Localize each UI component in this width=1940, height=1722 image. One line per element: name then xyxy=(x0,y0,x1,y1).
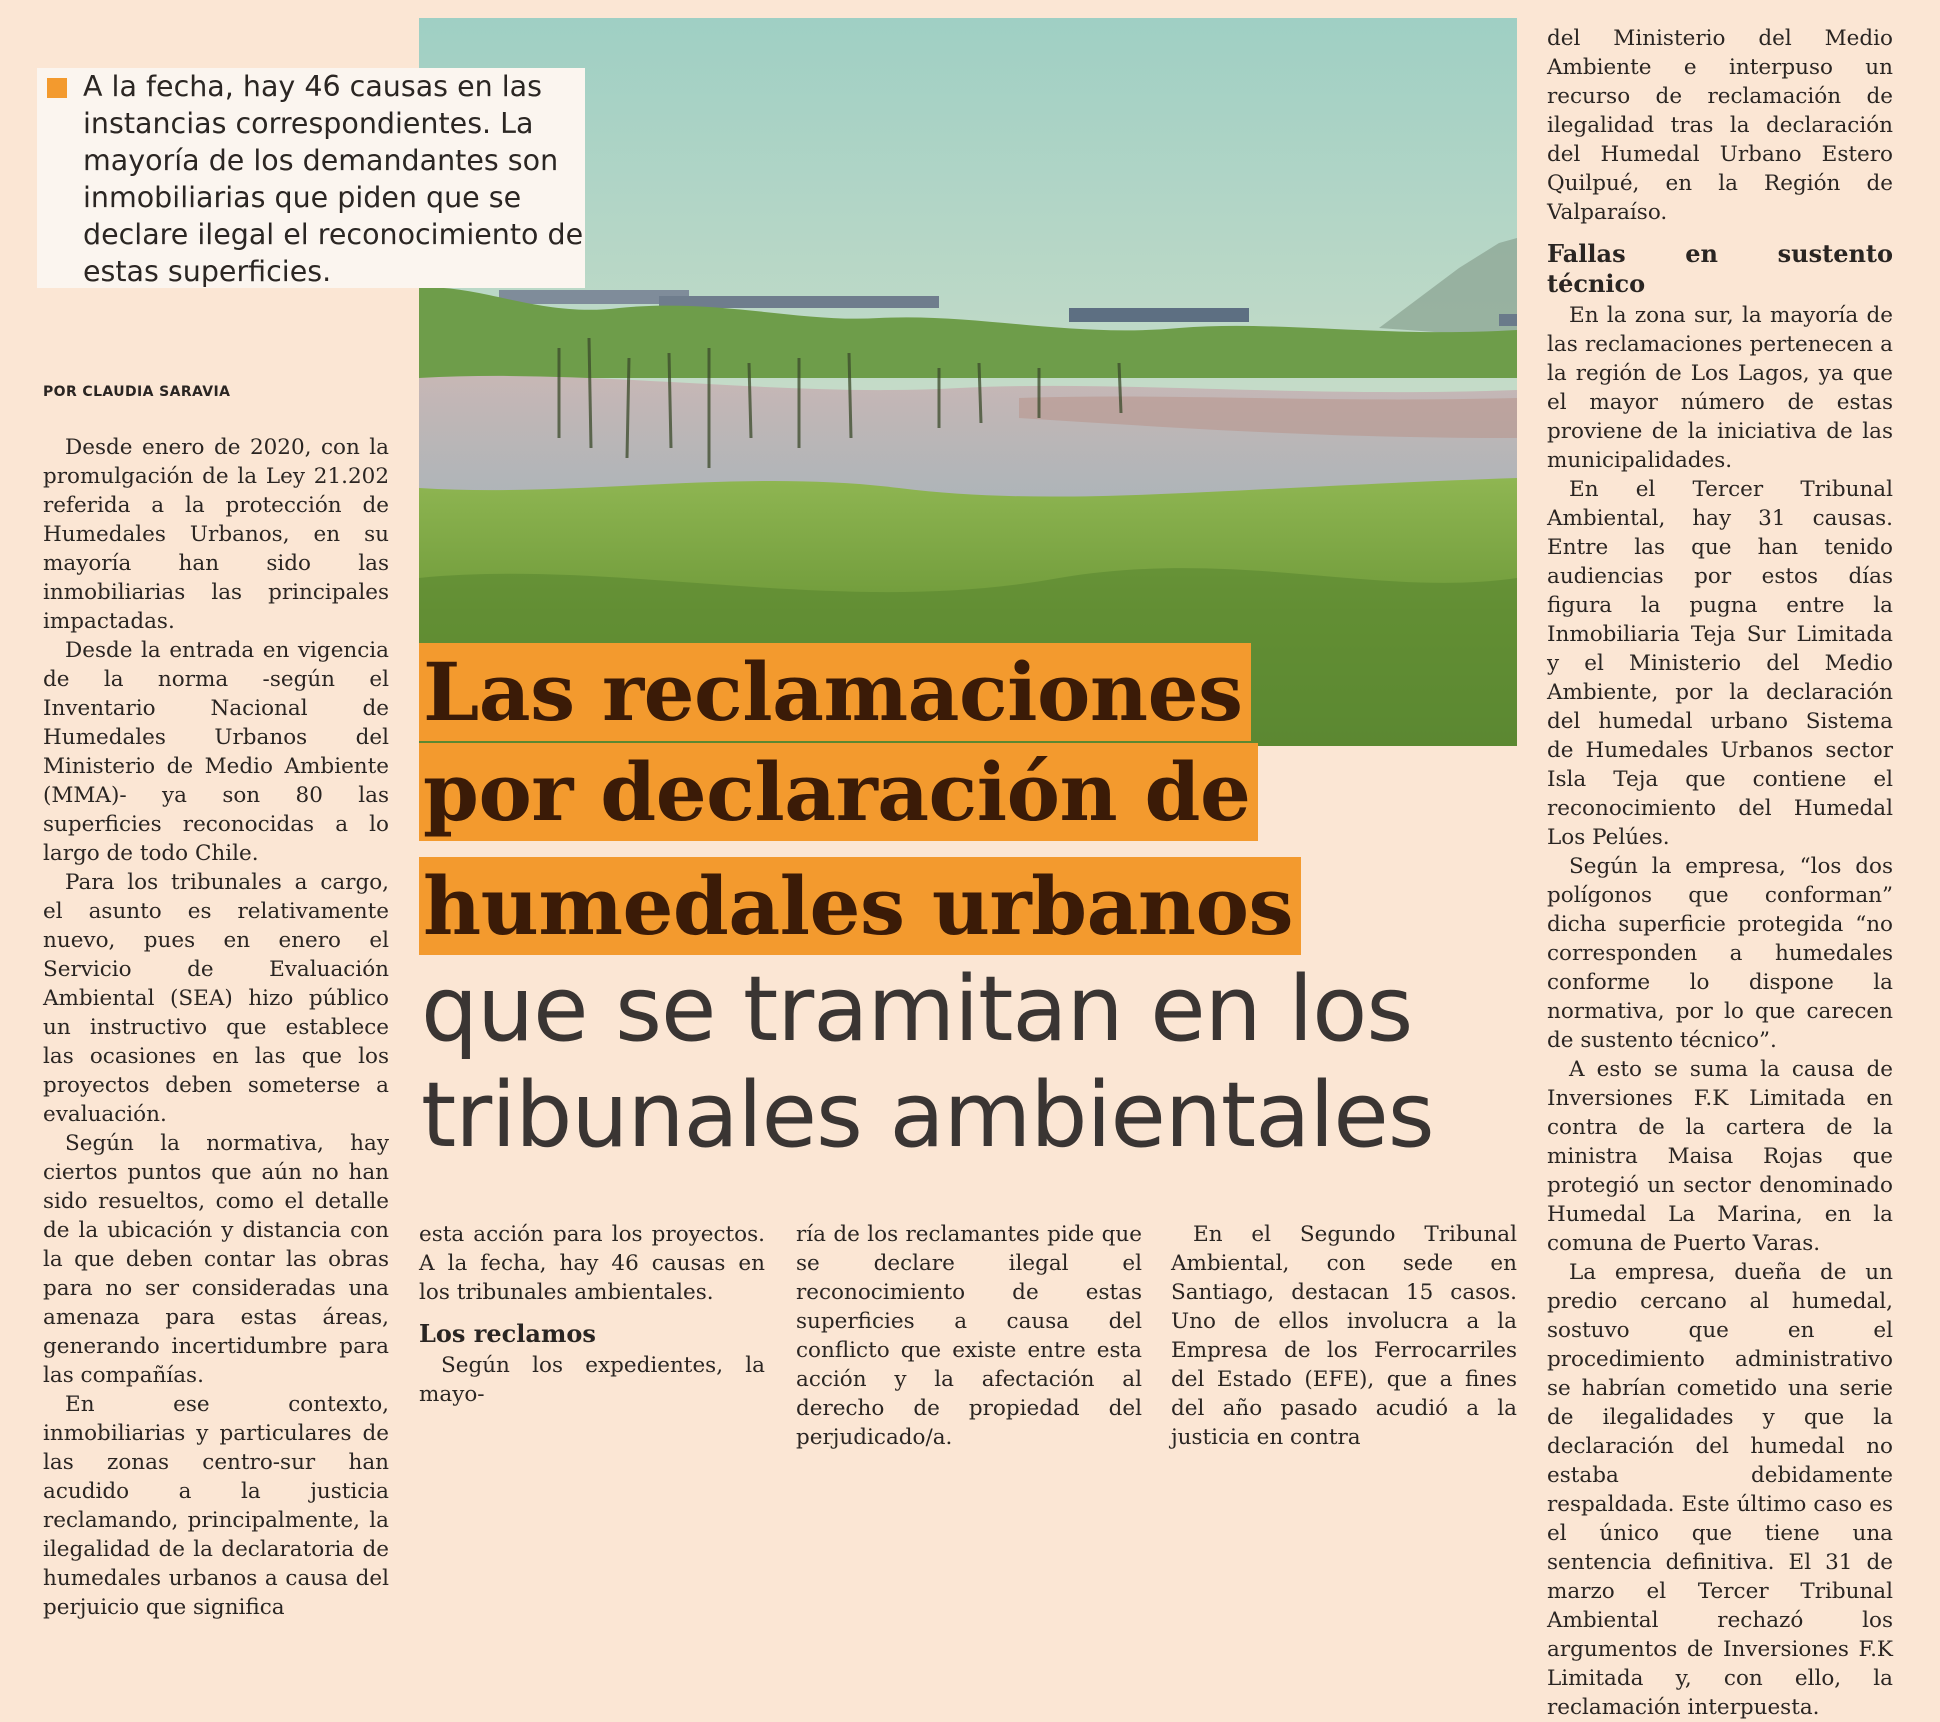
subheadline-line-1: que se tramitan en los xyxy=(421,957,1413,1062)
paragraph: En ese contexto, inmobiliarias y particulares de las zonas centro-sur han acudido a la justicia reclamando, principalmente, la ilegalidad de la declaratoria de humedales urbanos a causa del perjuicio que significa xyxy=(43,1392,389,1620)
byline: POR CLAUDIA SARAVIA xyxy=(43,384,231,400)
pull-quote-text: A la fecha, hay 46 causas en las instancias correspondientes. La mayoría de los demandantes son inmobiliarias que piden que se declare ilegal el reconocimiento de estas superficies. xyxy=(83,70,584,288)
paragraph: ría de los reclamantes pide que se declare ilegal el reconocimiento de estas superficies a causa del conflicto que existe entre esta acción y la afectación al derecho de propiedad del perjudicado/a. xyxy=(796,1222,1142,1450)
article-column-right xyxy=(1547,24,1893,1722)
subheadline-line-2: tribunales ambientales xyxy=(421,1063,1434,1168)
section-heading: Los reclamos xyxy=(419,1319,596,1348)
headline-line-3: humedales urbanos xyxy=(419,857,1301,955)
paragraph: A esto se suma la causa de Inversiones F.K Limitada en contra de la cartera de la ministra Maisa Rojas que protegió un sector denominado Humedal La Marina, en la comuna de Puerto Varas. xyxy=(1547,1057,1893,1256)
bullet-square-icon xyxy=(47,78,67,98)
paragraph: En la zona sur, la mayoría de las reclamaciones pertenecen a la región de Los Lagos, ya que el mayor número de estas proviene de la iniciativa de las municipalidades. xyxy=(1547,303,1893,473)
paragraph: Según la empresa, “los dos polígonos que conforman” dicha superficie protegida “no corresponden a humedales conforme lo dispone la normativa, por lo que carecen de sustento técnico”. xyxy=(1547,854,1893,1053)
article-column-3 xyxy=(796,1220,1142,1452)
article-column-2 xyxy=(419,1220,765,1409)
paragraph: Para los tribunales a cargo, el asunto es relativamente nuevo, pues en enero el Servicio de Evaluación Ambiental (SEA) hizo público un instructivo que establece las ocasiones en las que los proyectos deben someterse a evaluación. xyxy=(43,870,389,1127)
article-column-1 xyxy=(43,433,389,1622)
pull-quote xyxy=(37,68,585,288)
paragraph: En el Segundo Tribunal Ambiental, con sede en Santiago, destacan 15 casos. Uno de ellos involucra a la Empresa de los Ferrocarriles del Estado (EFE), que a fines del año pasado acudió a la justicia en contra xyxy=(1171,1222,1517,1450)
article-column-4 xyxy=(1171,1220,1517,1452)
paragraph: esta acción para los proyectos. A la fecha, hay 46 causas en los tribunales ambientales. xyxy=(419,1222,765,1305)
paragraph: La empresa, dueña de un predio cercano al humedal, sostuvo que en el procedimiento administrativo se habrían cometido una serie de ilegalidades y que la declaración del humedal no estaba debidamente respaldada. Este último caso es el único que tiene una sentencia definitiva. El 31 de marzo el Tercer Tribunal Ambiental rechazó los argumentos de Inversiones F.K Limitada y, con ello, la reclamación interpuesta. xyxy=(1547,1260,1893,1720)
paragraph: En el Tercer Tribunal Ambiental, hay 31 causas. Entre las que han tenido audiencias por estos días figura la pugna entre la Inmobiliaria Teja Sur Limitada y el Ministerio del Medio Ambiente, por la declaración del humedal urbano Sistema de Humedales Urbanos sector Isla Teja que contiene el reconocimiento del Humedal Los Pelúes. xyxy=(1547,477,1893,850)
paragraph: Según la normativa, hay ciertos puntos que aún no han sido resueltos, como el detalle de la ubicación y distancia con la que deben contar las obras para no ser consideradas una amenaza para estas áreas, generando incertidumbre para las compañías. xyxy=(43,1131,389,1388)
headline-line-2: por declaración de xyxy=(419,743,1258,841)
paragraph: Según los expedientes, la mayo- xyxy=(419,1353,765,1407)
section-heading: Fallas en sustento técnico xyxy=(1547,239,1893,298)
headline-line-1: Las reclamaciones xyxy=(419,643,1251,741)
paragraph: Desde enero de 2020, con la promulgación de la Ley 21.202 referida a la protección de Humedales Urbanos, en su mayoría han sido las inmobiliarias las principales impactadas. xyxy=(43,435,389,634)
paragraph: Desde la entrada en vigencia de la norma -según el Inventario Nacional de Humedales Urbanos del Ministerio de Medio Ambiente (MMA)- ya son 80 las superficies reconocidas a lo largo de todo Chile. xyxy=(43,638,389,866)
paragraph: del Ministerio del Medio Ambiente e interpuso un recurso de reclamación de ilegalidad tras la declaración del Humedal Urbano Estero Quilpué, en la Región de Valparaíso. xyxy=(1547,26,1893,225)
